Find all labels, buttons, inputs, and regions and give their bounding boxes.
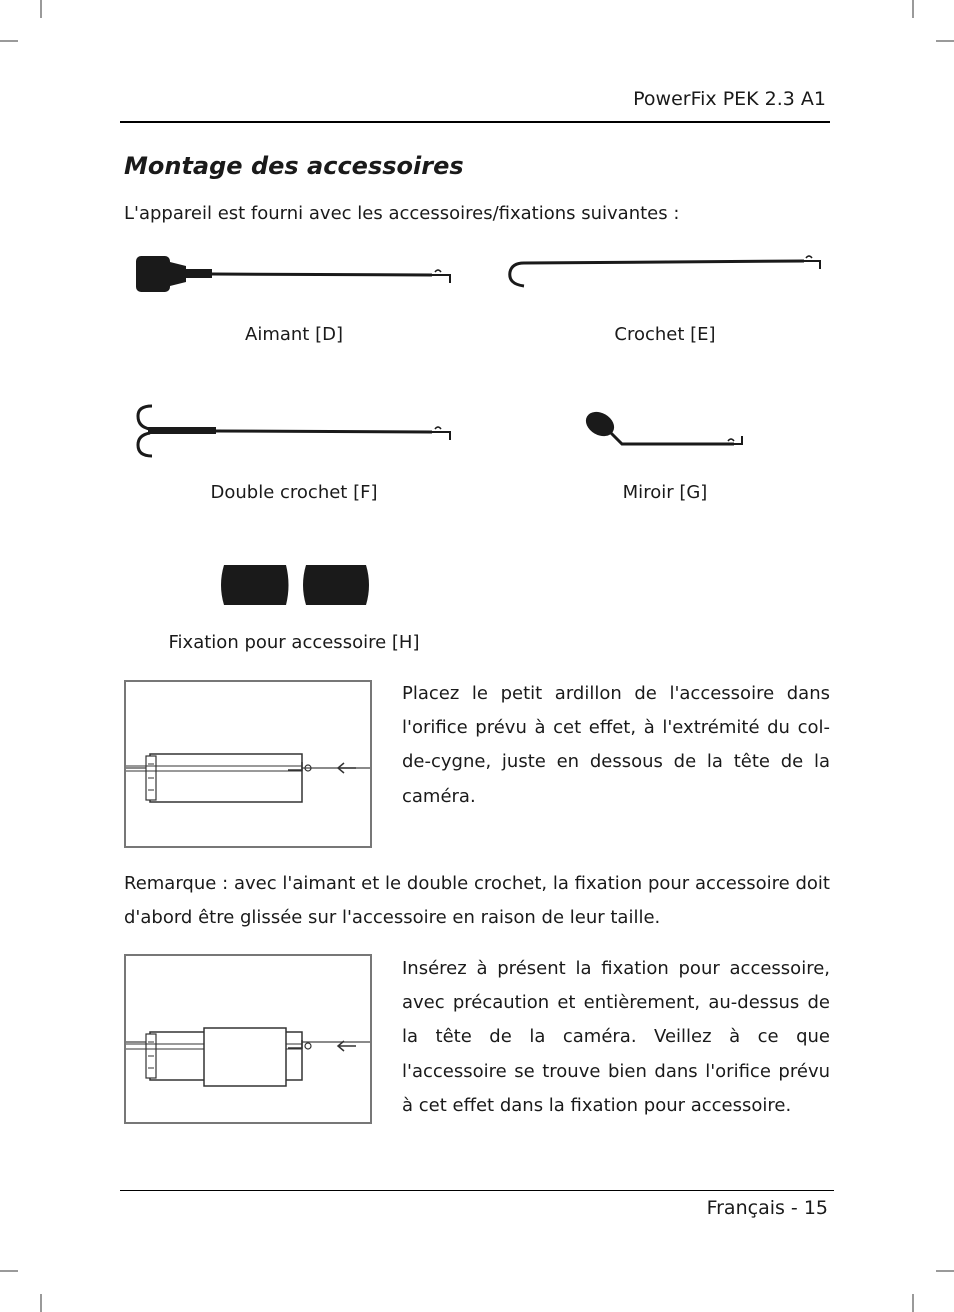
crop-mark bbox=[0, 1270, 18, 1272]
header-rule bbox=[120, 121, 830, 123]
crop-mark bbox=[40, 0, 42, 18]
hook-attachment-icon bbox=[504, 254, 828, 294]
footer-rule bbox=[120, 1190, 834, 1191]
crop-mark bbox=[912, 1294, 914, 1312]
crop-mark bbox=[912, 0, 914, 18]
header-title: PowerFix PEK 2.3 A1 bbox=[633, 88, 826, 110]
step-2-text: Insérez à présent la fixation pour accessoire, avec précaution et entièrement, au-dessus de la tête de la caméra. Veillez à ce que l'accessoire se trouve bien dans l'orifice prévu à cet effet dans la fixation pour accessoire. bbox=[402, 958, 830, 1116]
crop-mark bbox=[0, 40, 18, 42]
footer-page-number: Français - 15 bbox=[706, 1197, 828, 1219]
note-text: Remarque : avec l'aimant et le double crochet, la fixation pour accessoire doit d'abord être glissée sur l'accessoire en raison de leur taille. bbox=[124, 873, 830, 929]
crop-mark bbox=[40, 1294, 42, 1312]
magnet-attachment-icon bbox=[132, 250, 457, 298]
crop-mark bbox=[936, 40, 954, 42]
caption-mirror: Miroir [G] bbox=[622, 482, 708, 503]
figure-sleeve-placement bbox=[124, 954, 372, 1124]
caption-hook: Crochet [E] bbox=[614, 324, 716, 345]
mirror-attachment-icon bbox=[582, 406, 750, 452]
caption-double-hook: Double crochet [F] bbox=[210, 482, 378, 503]
caption-fixation: Fixation pour accessoire [H] bbox=[168, 632, 420, 653]
section-title: Montage des accessoires bbox=[124, 152, 464, 180]
double-hook-attachment-icon bbox=[132, 400, 457, 462]
caption-magnet: Aimant [D] bbox=[245, 324, 343, 345]
crop-mark bbox=[936, 1270, 954, 1272]
step-1-text: Placez le petit ardillon de l'accessoire dans l'orifice prévu à cet effet, à l'extrémité du col-de-cygne, juste en dessous de la tête de la caméra. bbox=[402, 683, 830, 807]
intro-text: L'appareil est fourni avec les accessoires/fixations suivantes : bbox=[124, 203, 680, 224]
attachment-sleeve-icon bbox=[216, 562, 376, 610]
figure-hook-insertion bbox=[124, 680, 372, 848]
